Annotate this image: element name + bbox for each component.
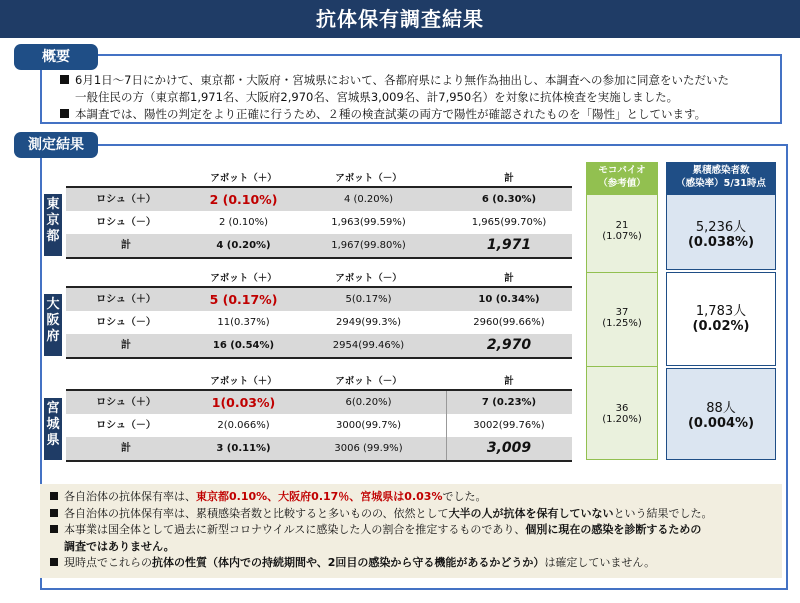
city-label-miyagi: 宮 城 県 [44,398,62,460]
moco-divider [586,366,658,367]
note-3-cont: 調査ではありません。 [64,539,175,553]
table-rule [66,257,572,259]
page-title: 抗体保有調査結果 [0,0,800,38]
note-4: 現時点でこれらの抗体の性質（体内での持続期間や、2回目の感染から守る機能があるかどうか）は確定していません。 [50,555,782,572]
col-header-abbott-neg: アボット（－） [335,376,402,387]
table-row: ロシュ（＋） 2 (0.10%) 4 (0.20%) 6 (0.30%) [66,188,572,211]
table-row: ロシュ（－） 2 (0.10%) 1,963(99.59%) 1,965(99.70%) [96,217,547,228]
table-rule [66,357,572,359]
overview-label: 概要 [14,44,98,70]
table-row: 計 3 (0.11%) 3006 (99.9%) 3,009 [66,437,572,460]
city-label-osaka: 大 阪 府 [44,294,62,356]
cumulative-tokyo: 5,236人 (0.038%) [687,220,755,250]
moco-divider [586,272,658,273]
moco-miyagi: 36 (1.20%) [602,403,642,425]
bullet-square-icon [60,75,69,84]
moco-tokyo: 21 (1.07%) [602,220,642,242]
col-header-abbott-pos: アボット（＋） [210,376,277,387]
moco-header: モコバイオ （参考値） [586,162,658,194]
cumulative-osaka: 1,783人 (0.02%) [692,304,750,334]
table-row: ロシュ（＋） 5 (0.17%) 5(0.17%) 10 (0.34%) [66,288,572,311]
col-header-abbott-neg: アボット（－） [335,273,402,284]
note-2: 各自治体の抗体保有率は、累積感染者数と比較すると多いものの、依然として大半の人が抗体を保有していないという結果でした。 [50,506,782,523]
moco-osaka: 37 (1.25%) [602,307,642,329]
table-row: ロシュ（－） 11(0.37%) 2949(99.3%) 2960(99.66%) [96,317,545,328]
col-header-total: 計 [504,273,514,284]
col-header-total: 計 [504,173,514,184]
table-rule [66,460,572,462]
city-label-tokyo: 東 京 都 [44,194,62,256]
note-1: 各自治体の抗体保有率は、東京都0.10%、大阪府0.17％、宮城県は0.03%でした。 [50,489,782,506]
table-row: 計 16 (0.54%) 2954(99.46%) 2,970 [66,334,572,357]
table-row: ロシュ（＋） 1(0.03%) 6(0.20%) 7 (0.23%) [66,391,572,414]
overview-line-3: 本調査では、陽性の判定をより正確に行うため、２種の検査試薬の両方で陽性が確認されたものを「陽性」としています。 [60,106,780,122]
bullet-square-icon [50,558,58,566]
cumulative-header: 累積感染者数 （感染率）5/31時点 [666,162,776,194]
notes-box [40,484,782,578]
note-3: 本事業は国全体として過去に新型コロナウイルスに感染した人の割合を推定するものであり、個別に現在の感染を診断するための [50,522,782,539]
bullet-square-icon [50,525,58,533]
col-header-abbott-pos: アボット（＋） [210,273,277,284]
table-row: ロシュ（－） 2(0.066%) 3000(99.7%) 3002(99.76%) [96,420,545,431]
cumulative-miyagi: 88人 (0.004%) [687,401,755,431]
col-header-abbott-pos: アボット（＋） [210,173,277,184]
bullet-square-icon [60,109,69,118]
overview-line-2: 一般住民の方（東京都1,971名、大阪府2,970名、宮城県3,009名、計7,950名）を対象に抗体検査を実施しました。 [75,90,679,104]
bullet-square-icon [50,492,58,500]
bullet-square-icon [50,509,58,517]
col-header-total: 計 [504,376,514,387]
col-header-abbott-neg: アボット（－） [335,173,402,184]
table-row: 計 4 (0.20%) 1,967(99.80%) 1,971 [66,234,572,257]
column-divider [446,391,447,460]
overview-text [60,72,780,123]
results-label: 測定結果 [14,132,98,158]
overview-line-1: 6月1日～7日にかけて、東京都・大阪府・宮城県において、各都府県により無作為抽出し、本調査への参加に同意をいただいた [60,72,780,88]
